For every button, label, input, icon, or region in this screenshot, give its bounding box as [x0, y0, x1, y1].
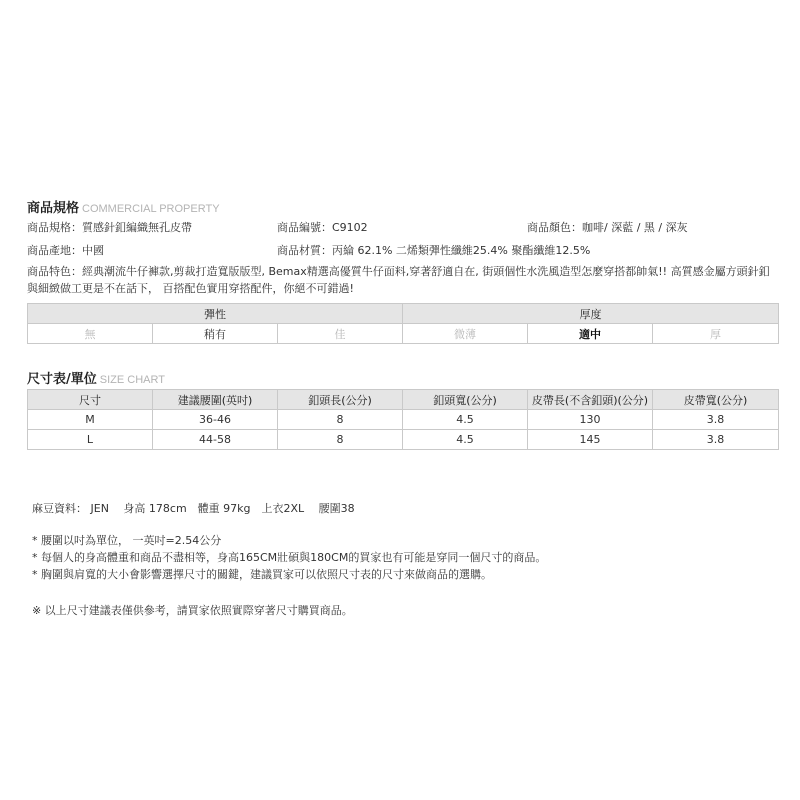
size-table-header-row — [28, 390, 779, 410]
table-row — [28, 430, 779, 450]
product-material: 商品材質：丙綸 62.1% 二烯類彈性纖維25.4% 聚酯纖維12.5% — [277, 244, 591, 257]
belt-width-header: 皮帶寬(公分) — [653, 390, 779, 410]
size-notes — [32, 532, 546, 583]
product-origin: 商品產地：中國 — [27, 244, 104, 257]
table-cell: 44-58 — [153, 430, 278, 450]
spec-name: 商品規格：質感針釦編織無孔皮帶 — [27, 221, 192, 234]
property-title-en: COMMERCIAL PROPERTY — [82, 203, 220, 215]
elasticity-option: 無 — [28, 324, 153, 344]
attribute-table — [27, 303, 779, 344]
table-cell: 8 — [278, 430, 403, 450]
table-cell: 4.5 — [403, 410, 528, 430]
table-row — [28, 410, 779, 430]
table-cell: 8 — [278, 410, 403, 430]
table-cell: 145 — [528, 430, 653, 450]
size-chart-title-zh: 尺寸表/單位 — [27, 372, 97, 387]
size-chart-title-en: SIZE CHART — [99, 374, 165, 386]
thickness-option: 微薄 — [403, 324, 528, 344]
size-table — [27, 389, 779, 450]
product-feature: 商品特色：經典潮流牛仔褲款,剪裁打造寬版版型, Bemax精選高優質牛仔面料,穿著舒適自在, 街頭個性水洗風造型怎麼穿搭都帥氣!! 高質感金屬方頭針釦與細緻做工更是不在話下， 百搭配色實用穿搭配件，你絕不可錯過! — [27, 265, 770, 295]
thickness-option-selected: 適中 — [528, 324, 653, 344]
product-color: 商品顏色：咖啡/ 深藍 / 黑 / 深灰 — [527, 221, 688, 234]
note-line: * 腰圍以吋為單位， 一英吋=2.54公分 — [32, 534, 222, 547]
table-cell: 36-46 — [153, 410, 278, 430]
buckle-width-header: 釦頭寬(公分) — [403, 390, 528, 410]
thickness-header: 厚度 — [403, 304, 779, 324]
table-cell: 130 — [528, 410, 653, 430]
table-cell: 3.8 — [653, 410, 779, 430]
note-line: * 胸圍與肩寬的大小會影響選擇尺寸的關鍵，建議買家可以依照尺寸表的尺寸來做商品的選購。 — [32, 568, 492, 581]
product-code: 商品編號：C9102 — [277, 221, 368, 234]
table-cell: L — [28, 430, 153, 450]
elasticity-option: 佳 — [278, 324, 403, 344]
elasticity-option-selected: 稍有 — [153, 324, 278, 344]
elasticity-header: 彈性 — [28, 304, 403, 324]
size-chart-title — [27, 368, 165, 387]
belt-length-header: 皮帶長(不含釦頭)(公分) — [528, 390, 653, 410]
thickness-option: 厚 — [653, 324, 779, 344]
size-header: 尺寸 — [28, 390, 153, 410]
note-line: * 每個人的身高體重和商品不盡相等，身高165CM壯碩與180CM的買家也有可能是穿同一個尺寸的商品。 — [32, 551, 547, 564]
model-info: 麻豆資料： JEN 身高 178cm 體重 97kg 上衣2XL 腰圍38 — [32, 502, 355, 515]
table-cell: 3.8 — [653, 430, 779, 450]
property-section-title — [27, 197, 220, 216]
disclaimer: ※ 以上尺寸建議表僅供參考，請買家依照實際穿著尺寸購買商品。 — [32, 604, 353, 617]
property-title-zh: 商品規格 — [27, 201, 80, 216]
table-cell: 4.5 — [403, 430, 528, 450]
table-cell: M — [28, 410, 153, 430]
buckle-length-header: 釦頭長(公分) — [278, 390, 403, 410]
waist-header: 建議腰圍(英吋) — [153, 390, 278, 410]
